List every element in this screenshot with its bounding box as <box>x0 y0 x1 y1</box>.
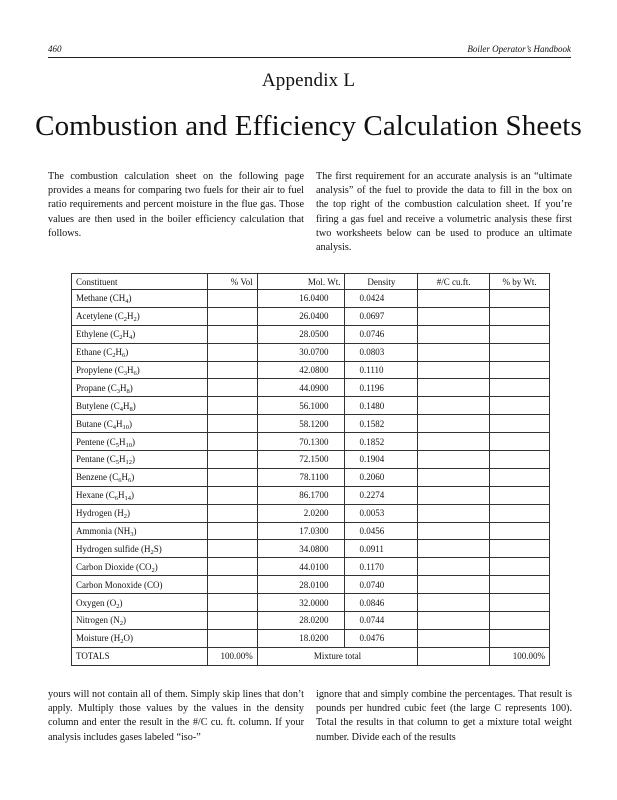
vol-cell <box>207 433 257 451</box>
by-wt-cell <box>490 629 550 647</box>
formula-subscript: 2 <box>150 548 154 556</box>
formula-subscript: 2 <box>119 334 123 342</box>
constituent-text: ) <box>136 311 140 322</box>
per-cuft-cell <box>418 415 490 433</box>
vol-cell <box>207 576 257 594</box>
constituent-text: Hexane (C <box>76 490 115 501</box>
constituent-text: ) <box>132 436 135 447</box>
constituent-text: ) <box>136 365 140 375</box>
per-cuft-cell <box>418 576 490 594</box>
constituent-text: Carbon Dioxide (CO <box>76 561 152 572</box>
vol-cell <box>207 594 257 612</box>
constituent-text: Ammonia (NH <box>76 526 131 537</box>
by-wt-cell <box>490 415 550 433</box>
constituent-text: Hydrogen sulfide (H <box>76 543 151 554</box>
vol-cell <box>207 361 257 379</box>
density-cell: 0.2274 <box>345 486 418 504</box>
totals-row <box>72 647 550 665</box>
formula-subscript: 2 <box>116 602 120 610</box>
vol-cell <box>207 486 257 504</box>
table-row <box>72 486 550 504</box>
constituent-text: ) <box>130 633 133 644</box>
table-row <box>72 379 550 397</box>
by-wt-cell <box>490 343 550 361</box>
constituent-text: H <box>117 490 125 501</box>
by-wt-cell <box>490 361 550 379</box>
bottom-paragraph-left: yours will not contain all of them. Simply skip lines that don’t apply. Multiply those values by the values in the density column and enter the result in the #/C cu. ft. column. If your analysis includes gases labeled “iso-” <box>48 689 304 743</box>
constituent-text: H <box>120 382 127 393</box>
mol-wt-cell: 72.1500 <box>257 451 345 469</box>
vol-cell <box>207 397 257 415</box>
table-row <box>72 343 550 361</box>
constituent-cell <box>72 558 208 576</box>
constituent-text: Butylene (C <box>76 400 120 411</box>
per-cuft-cell <box>418 486 490 504</box>
vol-cell <box>207 522 257 540</box>
constituent-text: Propane (C <box>76 382 117 393</box>
constituent-cell <box>72 290 208 308</box>
table-row <box>72 594 550 612</box>
table-row <box>72 504 550 522</box>
table-row <box>72 361 550 379</box>
density-cell: 0.0697 <box>345 307 418 325</box>
constituent-text: ) <box>130 490 134 501</box>
constituent-text: H <box>127 365 134 375</box>
constituent-text: H <box>122 329 129 340</box>
mol-wt-cell: 26.0400 <box>257 307 345 325</box>
formula-subscript: 4 <box>125 298 129 306</box>
density-cell: 0.0424 <box>345 290 418 308</box>
constituent-cell <box>72 451 208 469</box>
constituent-text: H <box>116 418 123 429</box>
formula-subscript: 6 <box>133 370 137 377</box>
formula-subscript: 2 <box>120 638 124 646</box>
vol-cell <box>207 307 257 325</box>
by-wt-cell <box>490 451 550 469</box>
constituent-text: H <box>121 472 128 483</box>
vol-cell <box>207 379 257 397</box>
per-cuft-cell <box>418 343 490 361</box>
constituent-text: ) <box>132 454 135 465</box>
bottom-paragraph-right: ignore that and simply combine the percentages. That result is pounds per hundred cubic feet (the large C represents 100). Total the results in that column to get a mixture total weight number. Divide each of the results <box>316 689 572 743</box>
mol-wt-cell: 17.0300 <box>257 522 345 540</box>
per-cuft-cell <box>418 379 490 397</box>
density-cell: 0.0740 <box>345 576 418 594</box>
formula-subscript: 2 <box>112 352 116 360</box>
header-by-wt: % by Wt. <box>490 274 550 290</box>
formula-subscript: 4 <box>119 405 123 413</box>
mol-wt-cell: 28.0200 <box>257 612 345 630</box>
constituent-text: Acetylene (C <box>76 311 124 322</box>
by-wt-cell <box>490 540 550 558</box>
constituent-cell <box>72 504 208 522</box>
constituent-cell <box>72 379 208 397</box>
per-cuft-cell <box>418 451 490 469</box>
density-cell: 0.0476 <box>345 629 418 647</box>
mol-wt-cell: 32.0000 <box>257 594 345 612</box>
formula-subscript: 6 <box>118 477 122 485</box>
mol-wt-cell: 44.0900 <box>257 379 345 397</box>
formula-subscript: 14 <box>124 495 131 503</box>
per-cuft-cell <box>418 397 490 415</box>
formula-subscript: 12 <box>125 459 132 467</box>
constituent-cell <box>72 397 208 415</box>
constituent-text: Pentene (C <box>76 436 116 447</box>
table-row <box>72 612 550 630</box>
vol-cell <box>207 343 257 361</box>
constituent-text: Propylene (C <box>76 365 124 375</box>
table-row <box>72 558 550 576</box>
page-number: 460 <box>48 44 62 54</box>
by-wt-cell <box>490 504 550 522</box>
by-wt-cell <box>490 612 550 630</box>
book-title: Boiler Operator’s Handbook <box>467 44 571 54</box>
formula-subscript: 4 <box>129 334 133 342</box>
vol-cell <box>207 558 257 576</box>
constituent-text: ) <box>125 347 129 358</box>
vol-cell <box>207 612 257 630</box>
constituent-text: Pentane (C <box>76 454 116 465</box>
by-wt-cell <box>490 594 550 612</box>
intro-paragraph-right: The first requirement for an accurate analysis is an “ultimate analysis” of the fuel to provide the data to fill in the box on the top right of the combustion calculation sheet. If you’re firing a gas fuel and receive a volumetric analysis these first two worksheets below can be used to produce an ultimate analysis. <box>316 171 572 254</box>
table-header-row <box>72 274 550 290</box>
formula-subscript: 2 <box>123 513 127 521</box>
mol-wt-cell: 42.0800 <box>257 361 345 379</box>
constituent-text: Benzene (C <box>76 472 119 483</box>
vol-cell <box>207 468 257 486</box>
formula-subscript: 2 <box>133 316 137 324</box>
header-per-cuft: #/C cu.ft. <box>418 274 490 290</box>
mol-wt-cell: 30.0700 <box>257 343 345 361</box>
header-mol-wt: Mol. Wt. <box>257 274 345 290</box>
per-cuft-cell <box>418 612 490 630</box>
constituent-text: ) <box>119 597 123 608</box>
constituent-cell <box>72 486 208 504</box>
constituent-cell <box>72 522 208 540</box>
constituent-text: ) <box>129 382 133 393</box>
density-cell: 0.1582 <box>345 415 418 433</box>
table-row <box>72 629 550 647</box>
constituent-cell <box>72 540 208 558</box>
constituent-text: H <box>119 454 126 465</box>
formula-subscript: 5 <box>115 441 119 449</box>
table-row <box>72 468 550 486</box>
table-row <box>72 397 550 415</box>
mol-wt-cell: 58.1200 <box>257 415 345 433</box>
totals-by-wt: 100.00% <box>490 647 550 665</box>
intro-paragraph-left: The combustion calculation sheet on the following page provides a means for comparing two fuels for their air to fuel ratio requirements and percent moisture in the flue gas. Those values are then used in the boiler efficiency calculation that follows. <box>48 171 304 239</box>
mol-wt-cell: 2.0200 <box>257 504 345 522</box>
density-cell: 0.1170 <box>345 558 418 576</box>
constituent-text: Moisture (H <box>76 633 121 644</box>
by-wt-cell <box>490 486 550 504</box>
table-row <box>72 451 550 469</box>
mol-wt-cell: 86.1700 <box>257 486 345 504</box>
constituent-cell <box>72 629 208 647</box>
per-cuft-cell <box>418 540 490 558</box>
per-cuft-cell <box>418 594 490 612</box>
formula-subscript: 6 <box>127 477 132 485</box>
vol-cell <box>207 451 257 469</box>
table-row <box>72 522 550 540</box>
constituent-cell <box>72 433 208 451</box>
density-cell: 0.1196 <box>345 379 418 397</box>
table-row <box>72 415 550 433</box>
constituent-cell <box>72 325 208 343</box>
vol-cell <box>207 325 257 343</box>
vol-cell <box>207 415 257 433</box>
appendix-label: Appendix L <box>261 70 356 91</box>
constituent-text: H <box>115 347 122 358</box>
totals-per-cuft-cell <box>418 647 490 665</box>
by-wt-cell <box>490 325 550 343</box>
by-wt-cell <box>490 576 550 594</box>
constituent-cell <box>72 415 208 433</box>
formula-subscript: 6 <box>114 495 118 503</box>
by-wt-cell <box>490 558 550 576</box>
per-cuft-cell <box>418 325 490 343</box>
density-cell: 0.1904 <box>345 451 418 469</box>
density-cell: 0.0911 <box>345 540 418 558</box>
constituent-text: H <box>123 400 130 411</box>
density-cell: 0.1110 <box>345 361 418 379</box>
per-cuft-cell <box>418 522 490 540</box>
vol-cell <box>207 540 257 558</box>
per-cuft-cell <box>418 290 490 308</box>
formula-subscript: 2 <box>119 620 123 628</box>
constituent-cell <box>72 361 208 379</box>
density-cell: 0.0746 <box>345 325 418 343</box>
per-cuft-cell <box>418 307 490 325</box>
header-density: Density <box>345 274 418 290</box>
constituent-text: S <box>153 543 159 554</box>
constituent-text: Hydrogen (H <box>76 508 124 519</box>
constituent-text: ) <box>127 508 130 519</box>
constituent-cell <box>72 612 208 630</box>
table-row <box>72 433 550 451</box>
by-wt-cell <box>490 290 550 308</box>
density-cell: 0.0744 <box>345 612 418 630</box>
constituent-text: Carbon Monoxide (CO) <box>76 579 163 590</box>
constituent-text: Ethane (C <box>76 347 113 358</box>
running-header <box>48 44 571 58</box>
per-cuft-cell <box>418 629 490 647</box>
per-cuft-cell <box>418 558 490 576</box>
constituent-text: Butane (C <box>76 418 113 429</box>
mol-wt-cell: 34.0800 <box>257 540 345 558</box>
formula-subscript: 8 <box>126 387 130 395</box>
header-rule <box>48 57 571 58</box>
constituent-text: H <box>126 311 134 322</box>
formula-subscript: 2 <box>151 566 155 574</box>
mol-wt-cell: 44.0100 <box>257 558 345 576</box>
vol-cell <box>207 290 257 308</box>
constituent-text: Ethylene (C <box>76 329 120 340</box>
mol-wt-cell: 70.1300 <box>257 433 345 451</box>
mol-wt-cell: 18.0200 <box>257 629 345 647</box>
constituent-cell <box>72 343 208 361</box>
constituent-cell <box>72 576 208 594</box>
formula-subscript: 10 <box>125 441 132 449</box>
formula-subscript: 10 <box>122 423 129 431</box>
constituent-text: ) <box>133 526 137 537</box>
formula-subscript: 3 <box>116 387 120 395</box>
gas-analysis-table <box>71 273 550 666</box>
density-cell: 0.0846 <box>345 594 418 612</box>
table-row <box>72 576 550 594</box>
per-cuft-cell <box>418 433 490 451</box>
constituent-cell <box>72 307 208 325</box>
mol-wt-cell: 56.1000 <box>257 397 345 415</box>
constituent-text: ) <box>129 418 132 429</box>
mol-wt-cell: 78.1100 <box>257 468 345 486</box>
vol-cell <box>207 504 257 522</box>
density-cell: 0.1852 <box>345 433 418 451</box>
constituent-text: O <box>123 633 130 644</box>
constituent-cell <box>72 594 208 612</box>
by-wt-cell <box>490 433 550 451</box>
header-constituent: Constituent <box>72 274 208 290</box>
totals-vol: 100.00% <box>207 647 257 665</box>
constituent-text: ) <box>158 543 162 554</box>
by-wt-cell <box>490 522 550 540</box>
table-row <box>72 325 550 343</box>
density-cell: 0.1480 <box>345 397 418 415</box>
mixture-total-label: Mixture total <box>257 647 418 665</box>
formula-subscript: 8 <box>129 405 133 413</box>
by-wt-cell <box>490 468 550 486</box>
by-wt-cell <box>490 397 550 415</box>
constituent-text: Methane (CH <box>76 293 126 304</box>
totals-label: TOTALS <box>72 647 208 665</box>
by-wt-cell <box>490 379 550 397</box>
header-vol: % Vol <box>207 274 257 290</box>
density-cell: 0.0803 <box>345 343 418 361</box>
formula-subscript: 5 <box>115 459 119 467</box>
constituent-text: ) <box>132 329 136 340</box>
per-cuft-cell <box>418 468 490 486</box>
by-wt-cell <box>490 307 550 325</box>
constituent-text: ) <box>154 561 158 572</box>
constituent-text: ) <box>128 293 132 304</box>
vol-cell <box>207 629 257 647</box>
density-cell: 0.0456 <box>345 522 418 540</box>
constituent-text: H <box>119 436 126 447</box>
density-cell: 0.2060 <box>345 468 418 486</box>
constituent-text: ) <box>132 400 136 411</box>
constituent-cell <box>72 468 208 486</box>
formula-subscript: 3 <box>130 531 134 539</box>
per-cuft-cell <box>418 504 490 522</box>
formula-subscript: 6 <box>122 352 126 360</box>
table-row <box>72 307 550 325</box>
density-cell: 0.0053 <box>345 504 418 522</box>
constituent-text: ) <box>123 615 126 626</box>
per-cuft-cell <box>418 361 490 379</box>
page-title: Combustion and Efficiency Calculation Sheets <box>35 110 582 142</box>
formula-subscript: 4 <box>112 423 116 431</box>
table-row <box>72 290 550 308</box>
mol-wt-cell: 28.0500 <box>257 325 345 343</box>
formula-subscript: 2 <box>123 316 127 324</box>
mol-wt-cell: 28.0100 <box>257 576 345 594</box>
mol-wt-cell: 16.0400 <box>257 290 345 308</box>
constituent-text: ) <box>131 472 135 483</box>
constituent-text: Oxygen (O <box>76 597 117 608</box>
formula-subscript: 3 <box>123 370 127 377</box>
table-row <box>72 540 550 558</box>
constituent-text: Nitrogen (N <box>76 615 120 626</box>
